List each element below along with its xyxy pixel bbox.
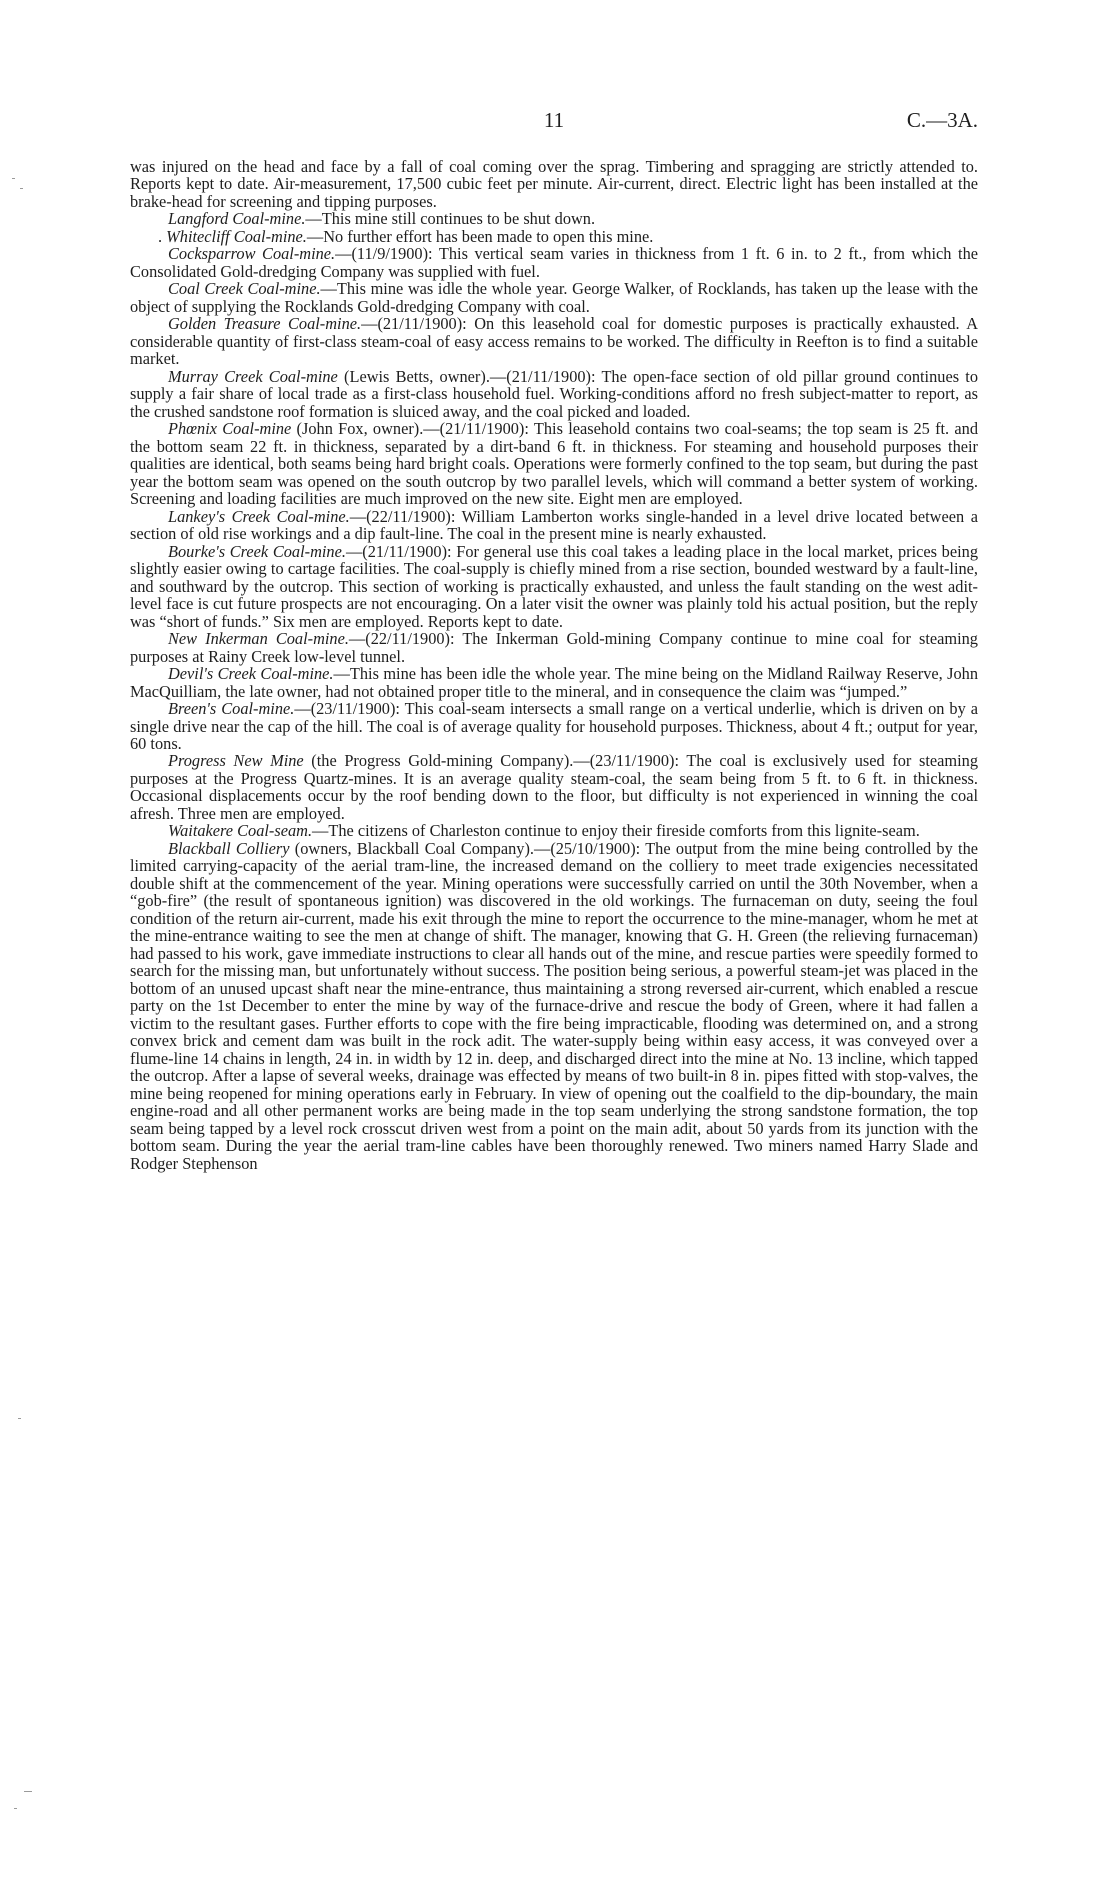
paragraph-text: —This mine was idle the whole year. George Walker, of Rocklands, has taken up the lease with the object of supplying the Rocklands Gold-dredging Company with coal. xyxy=(130,279,978,316)
paragraph-text: was injured on the head and face by a fall of coal coming over the sprag. Timbering and spragging are strictly attended to. Reports kept to date. Air-measurement, 17,500 cubic feet per minute. Air-current, direct. Electric light has been installed at the brake-head for screening and tipping purposes. xyxy=(130,157,978,211)
paragraph-text: —(22/11/1900): The Inkerman Gold-mining Company continue to mine coal for steaming purposes at Rainy Creek low-level tunnel. xyxy=(130,629,978,666)
scan-speck xyxy=(20,188,23,189)
mine-name: Phœnix Coal-mine xyxy=(168,419,292,439)
paragraph-blackball xyxy=(130,840,978,1172)
mine-name: Breen's Coal-mine. xyxy=(168,699,295,719)
paragraph-text: —(23/11/1900): This coal-seam intersects a small range on a vertical underlie, which is driven on by a single drive near the cap of the hill. The coal is of average quality for household purposes. Thickness, about 4 ft.; output for year, 60 tons. xyxy=(130,699,978,753)
paragraph-progress-new-mine xyxy=(130,752,978,822)
paragraph-bourkes-creek xyxy=(130,543,978,630)
mine-name: Progress New Mine xyxy=(168,751,304,771)
mine-name: Blackball Colliery xyxy=(168,838,290,858)
paragraph-langford xyxy=(130,210,978,227)
mine-name: Waitakere Coal-seam. xyxy=(168,821,313,841)
paragraph-text: —(22/11/1900): William Lamberton works single-handed in a level drive located between a section of old rise workings and a dip fault-line. The coal in the present mine is nearly exhausted. xyxy=(130,506,978,544)
paragraph-text: (Lewis Betts, owner).—(21/11/1900): The open-face section of old pillar ground continues to supply a fair share of local trade as a first-class household fuel. Working-conditions afford no fresh subject-matter to report, as the crushed sandstone roof formation is sluiced away, and the coal picked and loaded. xyxy=(130,366,978,421)
scan-speck xyxy=(24,1791,32,1792)
page-number: 11 xyxy=(543,108,565,132)
paragraph-text: (owners, Blackball Coal Company).—(25/10/1900): The output from the mine being controlled by the limited carrying-capacity of the aerial tram-line, the increased demand on the colliery to meet trade exigencies necessitated double shift at the commencement of the year. Mining operations were successfully carried on until the 30th November, when a “gob-fire” (the result of spontaneous ignition) was discovered in the old workings. The furnaceman on duty, seeing the foul condition of the return air-current, made his exit through the mine to report the occurrence to the mine-manager, whom he met at the mine-entrance waiting to see the men at change of shift. The manager, knowing that G. H. Green (the relieving furnaceman) had passed to his work, gave immediate instructions to clear all hands out of the mine, and rescue parties were speedily formed to search for the missing man, but unfortunately without success. The position being serious, a powerful steam-jet was placed in the bottom of an unused upcast shaft near the mine-entrance, thus maintaining a strong reversed air-current, which enabled a rescue party on the 1st December to enter the mine by way of the furnace-drive and rescue the body of Green, where it had fallen a victim to the resultant gases. Further efforts to cope with the fire being impracticable, flooding was determined on, and a strong convex brick and cement dam was built in the rock adit. The water-supply being within easy access, it was conveyed over a flume-line 14 chains in length, 24 in. in width by 12 in. deep, and discharged direct into the mine at No. 13 incline, which tapped the outcrop. After a lapse of several weeks, drainage was effected by means of two built-in 8 in. pipes fitted with stop-valves, the mine being reopened for mining operations early in February. In view of opening out the coalfield to the dip-boundary, the main engine-road and all other permanent works are being made in the top seam underlying the strong sandstone formation, the top seam being tapped by a level rock crosscut driven west from a point on the main adit, about 50 yards from its junction with the bottom seam. During the year the aerial tram-line cables have been thoroughly renewed. Two miners named Harry Slade and Rodger Stephenson xyxy=(130,838,979,1173)
paragraph-murray-creek xyxy=(130,368,978,420)
paragraph-new-inkerman xyxy=(130,630,978,665)
mine-name: Langford Coal-mine. xyxy=(168,209,306,229)
mine-name: Devil's Creek Coal-mine. xyxy=(168,664,334,684)
paragraph-coal-creek xyxy=(130,280,978,315)
paragraph-text: —(21/11/1900): On this leasehold coal for domestic purposes is practically exhausted. A considerable quantity of first-class steam-coal of easy access remains to be worked. The difficulty in Reefton is to find a suitable market. xyxy=(130,314,979,369)
mine-name: Whitecliff Coal-mine. xyxy=(166,226,307,246)
mine-name: Coal Creek Coal-mine. xyxy=(168,279,321,299)
mine-name: Cocksparrow Coal-mine. xyxy=(168,244,336,264)
paragraph-phoenix xyxy=(130,420,978,507)
paragraph-text: (the Progress Gold-mining Company).—(23/11/1900): The coal is exclusively used for steaming purposes at the Progress Quartz-mines. It is an average quality steam-coal, the seam being from 5 ft. to 6 ft. in thickness. Occasional displacements occur by the roof bending down to the floor, but difficulty is not experienced in winning the coal afresh. Three men are employed. xyxy=(130,751,979,823)
mine-name: Golden Treasure Coal-mine. xyxy=(168,314,362,334)
scan-speck xyxy=(14,1808,17,1809)
paragraph-waitakere xyxy=(130,822,978,839)
mine-name: Lankey's Creek Coal-mine. xyxy=(168,506,350,526)
paragraph-text: —(11/9/1900): This vertical seam varies in thickness from 1 ft. 6 in. to 2 ft., from which the Consolidated Gold-dredging Company was supplied with fuel. xyxy=(130,244,978,281)
mine-name: Murray Creek Coal-mine xyxy=(168,366,338,386)
mine-name: Bourke's Creek Coal-mine. xyxy=(168,541,346,561)
paragraph-text: —This mine has been idle the whole year. The mine being on the Midland Railway Reserve, John MacQuilliam, the late owner, had not obtained proper title to the mineral, and in consequence the claim was “jumped.” xyxy=(130,664,979,701)
paragraph-whitecliff: . Whitecliff Coal-mine.—No further effort has been made to open this mine. xyxy=(158,226,654,246)
paragraph-text: —This mine still continues to be shut down. xyxy=(305,209,596,229)
mine-name: New Inkerman Coal-mine. xyxy=(168,629,349,649)
paragraph-devils-creek xyxy=(130,665,978,700)
paragraph-lankeys-creek xyxy=(130,508,978,543)
document-reference: C.—3A. xyxy=(906,108,978,132)
paragraph-breens xyxy=(130,700,978,752)
paragraph-text: —The citizens of Charleston continue to enjoy their fireside comforts from this lignite-seam. xyxy=(312,821,920,841)
page-header xyxy=(130,108,978,138)
paragraph-text: —(21/11/1900): For general use this coal takes a leading place in the local market, prices being slightly easier owing to cartage facilities. The coal-supply is chiefly mined from a rise section, bounded westward by a fault-line, and southward by the outcrop. This section of working is practically exhausted, and unless the fault standing on the west adit-level face is cut future prospects are not encouraging. On a later visit the owner was plainly told his actual position, but the reply was “short of funds.” Six men are employed. Reports kept to date. xyxy=(130,541,978,631)
paragraph-text: —No further effort has been made to open this mine. xyxy=(306,226,654,246)
paragraph-golden-treasure xyxy=(130,315,978,367)
scan-speck xyxy=(12,178,15,179)
body-text xyxy=(130,158,978,1172)
paragraph-continuation xyxy=(130,158,978,210)
paragraph-text: (John Fox, owner).—(21/11/1900): This leasehold contains two coal-seams; the top seam is 25 ft. and the bottom seam 22 ft. in thickness, separated by a dirt-band 6 ft. in thickness. For steaming and household purposes their qualities are identical, both seams being hard bright coals. Operations were formerly confined to the top seam, but during the past year the bottom seam was opened on the south outcrop by two parallel levels, which will command a better system of working. Screening and loading facilities are much improved on the new site. Eight men are employed. xyxy=(130,419,979,509)
paragraph-cocksparrow xyxy=(130,245,978,280)
scan-speck xyxy=(18,1418,21,1419)
